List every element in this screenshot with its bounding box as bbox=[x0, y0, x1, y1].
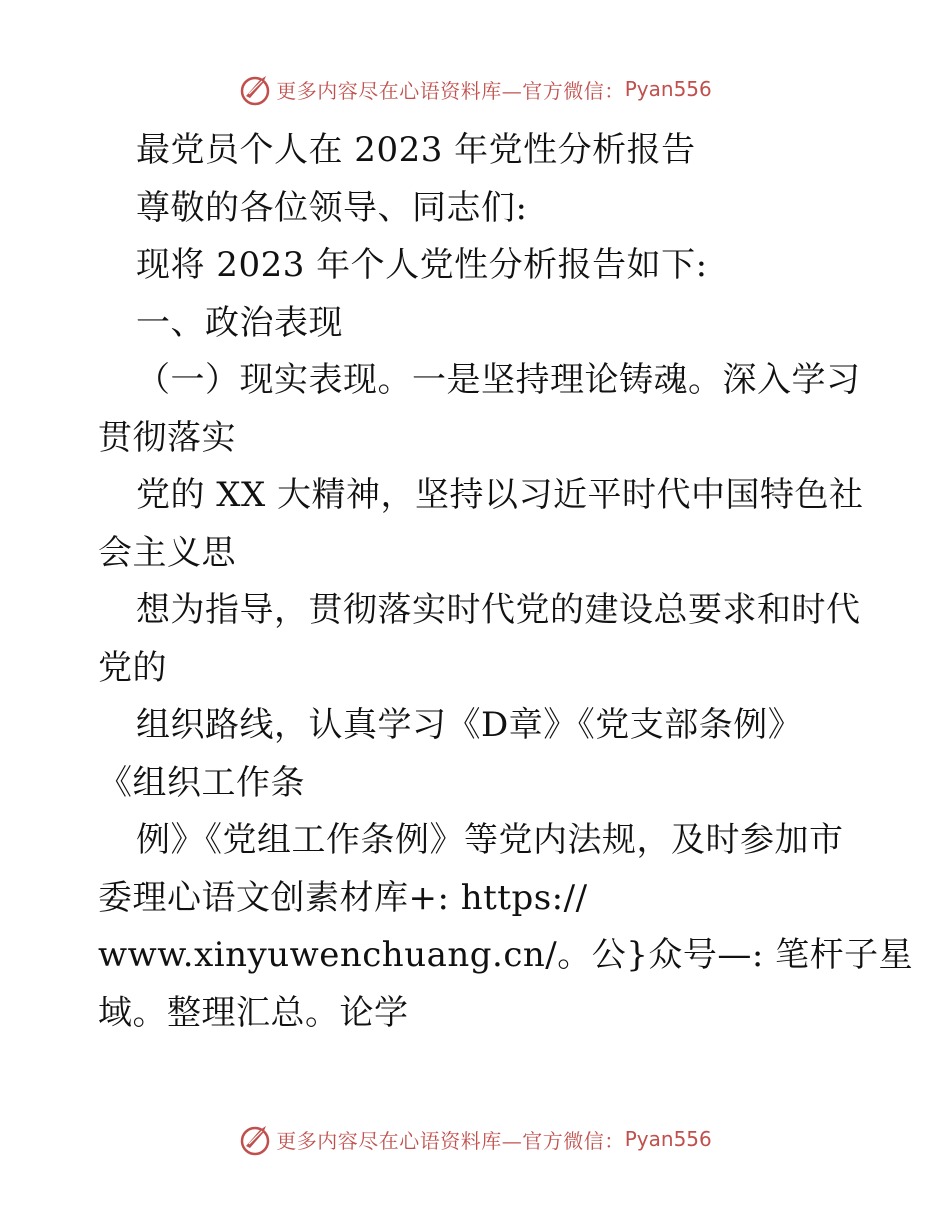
paragraph-line: （一）现实表现。一是坚持理论铸魂。深入学习 bbox=[136, 360, 861, 400]
paragraph-line: 现将 2023 年个人党性分析报告如下: bbox=[136, 245, 708, 285]
document-body bbox=[98, 122, 914, 1042]
paragraph-line: 委理心语文创素材库+: https:// bbox=[98, 877, 588, 918]
banner-wechat-id: Pyan556 bbox=[624, 1127, 712, 1151]
paragraph-line: 《组织工作条 bbox=[98, 762, 305, 803]
banner-text: 更多内容尽在心语资料库—官方微信： bbox=[276, 1128, 625, 1153]
salutation: 尊敬的各位领导、同志们: bbox=[136, 187, 528, 228]
footer-banner bbox=[0, 1122, 950, 1156]
paragraph-line: 例》《党组工作条例》等党内法规，及时参加市 bbox=[136, 820, 844, 860]
paragraph-line: 党的 bbox=[98, 647, 167, 688]
paragraph-line: 域。整理汇总。论学 bbox=[98, 992, 409, 1033]
banner-text: 更多内容尽在心语资料库—官方微信： bbox=[276, 78, 625, 103]
paragraph-line: www.xinyuwenchuang.cn/。公}众号—: 笔杆子星 bbox=[98, 935, 914, 975]
section-heading: 一、政治表现 bbox=[136, 302, 343, 343]
document-title: 最党员个人在 2023 年党性分析报告 bbox=[136, 130, 696, 170]
banner-wechat-id: Pyan556 bbox=[624, 77, 712, 101]
header-banner bbox=[0, 72, 950, 106]
quill-logo-icon bbox=[238, 1122, 272, 1156]
paragraph-line: 组织路线，认真学习《D章》《党支部条例》 bbox=[136, 705, 803, 745]
paragraph-line: 会主义思 bbox=[98, 532, 236, 573]
paragraph-line: 党的 XX 大精神，坚持以习近平时代中国特色社 bbox=[136, 475, 864, 515]
quill-logo-icon bbox=[238, 72, 272, 106]
paragraph-line: 想为指导，贯彻落实时代党的建设总要求和时代 bbox=[136, 590, 861, 630]
paragraph-line: 贯彻落实 bbox=[98, 417, 236, 458]
